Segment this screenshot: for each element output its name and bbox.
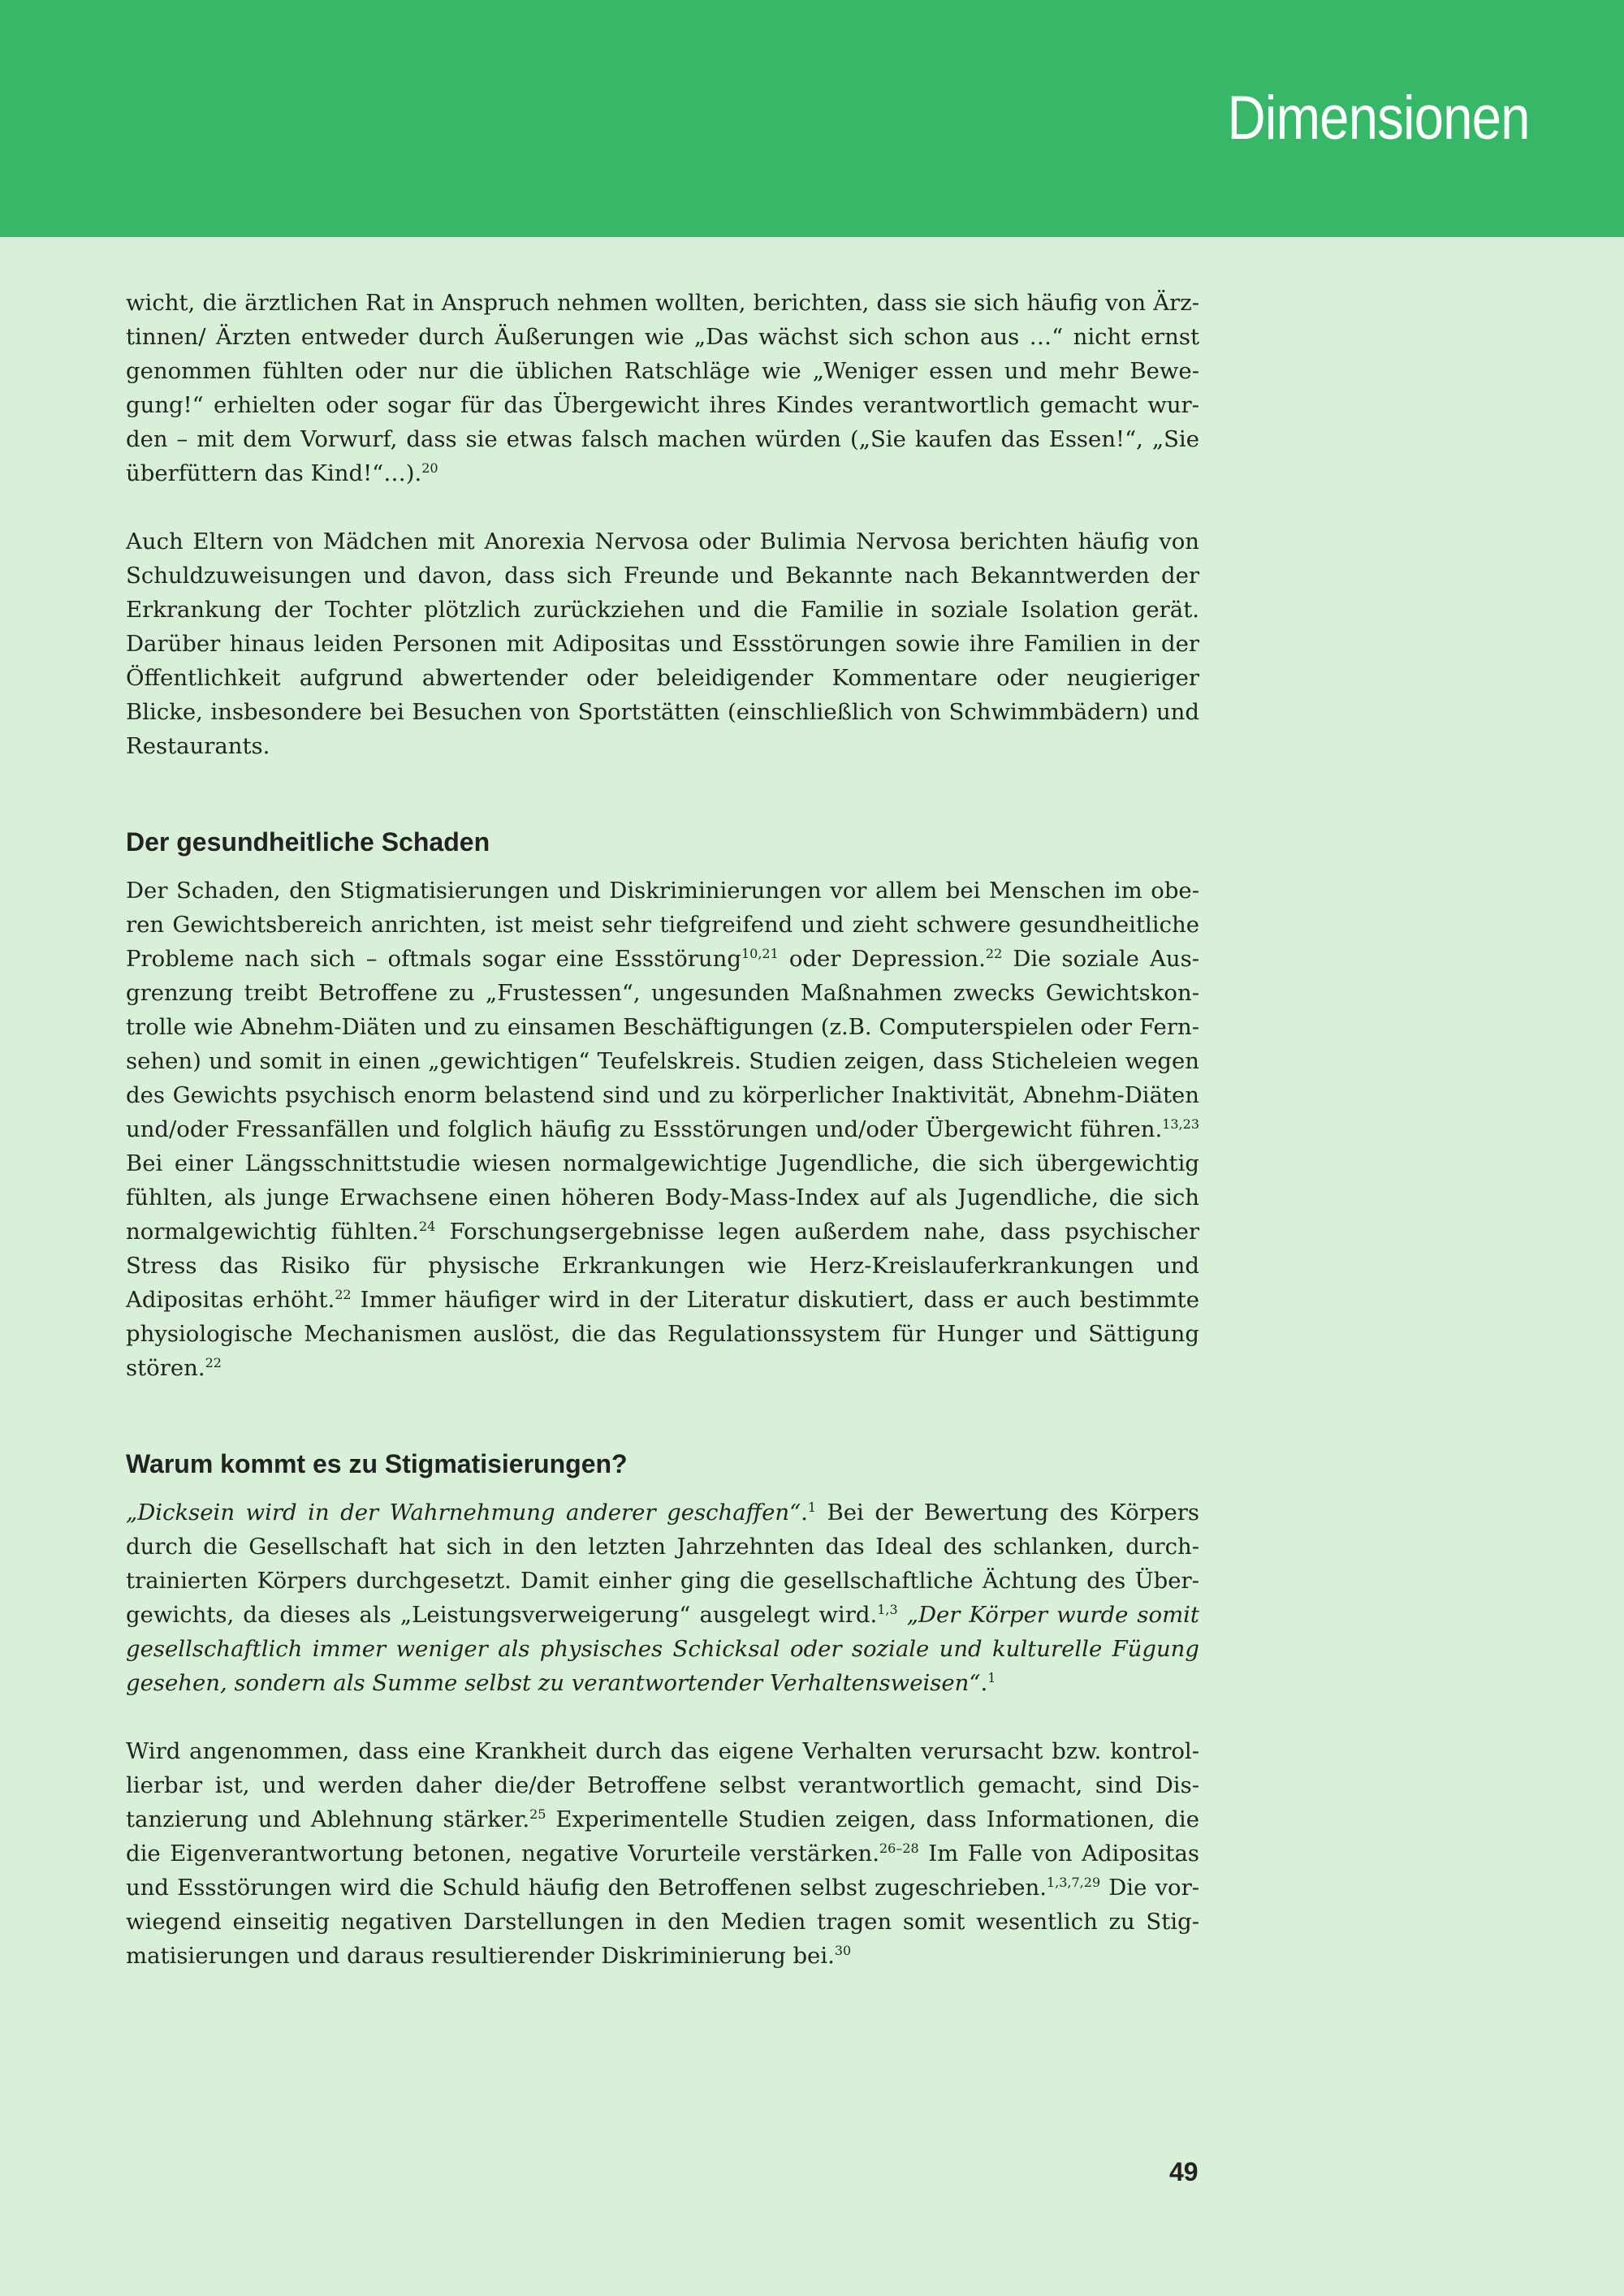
paragraph-body-ideal: [126, 1495, 1199, 1700]
reference-mark: 1,3,7,29: [1046, 1875, 1101, 1890]
reference-mark: 26–28: [879, 1841, 919, 1856]
text-run: .: [980, 1670, 988, 1696]
text-run: Die vorwiegend einseitig negativen Darstellungen in den Medien tragen somit wesentlich zu Stigmatisierungen und daraus resultierender Diskriminierung bei.: [126, 1875, 1200, 1969]
paragraph-intro: [126, 286, 1199, 490]
paragraph-health-damage: [126, 874, 1199, 1385]
section-title: Dimensionen: [1227, 84, 1530, 153]
text-run: .: [801, 1500, 808, 1526]
reference-mark: 10,21: [741, 946, 779, 961]
page-content: [126, 286, 1199, 1973]
reference-mark: 30: [834, 1943, 852, 1958]
text-run: Der Schaden, den Stigmatisierungen und Diskriminierungen vor allem bei Menschen im oberen Gewichtsbereich anrichten, ist meist sehr tiefgreifend und zieht schwere gesundheitliche Probleme nach sich – oftmals sogar eine Essstörung: [126, 878, 1199, 972]
text-run: Bei der Bewertung des Körpers durch die Gesellschaft hat sich in den letzten Jahrzehnten das Ideal des schlanken, durchtrainierten Körpers durchgesetzt. Damit einher ging die gesellschaftliche Ächtung des Übergewichts, da dieses als „Leistungsverweigerung“ ausgelegt wird.: [126, 1500, 1199, 1628]
reference-mark: 20: [421, 460, 438, 476]
paragraph-intro-text: wicht, die ärztlichen Rat in Anspruch nehmen wollten, berichten, dass sie sich häufig von Ärztinnen/ Ärzten entweder durch Äußerungen wie „Das wächst sich schon aus …“ nicht ernst genommen fühlten oder nur die üblichen Ratschläge wie „Weniger essen und mehr Bewegung!“ erhielten oder sogar für das Übergewicht ihres Kindes verantwortlich gemacht wurden – mit dem Vorwurf, dass sie etwas falsch machen würden („Sie kaufen das Essen!“, „Sie überfüttern das Kind!“…).: [126, 290, 1199, 486]
reference-mark: 24: [418, 1219, 436, 1234]
quote-run: „Dicksein wird in der Wahrnehmung anderer geschaffen“: [126, 1500, 801, 1526]
heading-health-damage: Der gesundheitliche Schaden: [126, 827, 490, 857]
header-band: [0, 0, 1624, 237]
text-run: Im Falle von Adipositas und Essstörungen wird die Schuld häufig den Betroffenen selbst zugeschrieben.: [126, 1841, 1199, 1901]
paragraph-parents: Auch Eltern von Mädchen mit Anorexia Nervosa oder Bulimia Nervosa berichten häufig von Schuldzuweisungen und davon, dass sich Freunde und Bekannte nach Bekanntwerden der Erkrankung der Tochter plötzlich zurückziehen und die Familie in soziale Isolation gerät. Darüber hinaus leiden Personen mit Adipositas und Essstörungen sowie ihre Familien in der Öffentlichkeit aufgrund abwertender oder beleidigender Kommentare oder neugieriger Blicke, insbesondere bei Besuchen von Sportstätten (einschließlich von Schwimmbädern) und Restaurants.: [126, 529, 1199, 759]
text-run: Bei einer Längsschnittstudie wiesen normalgewichtige Jugendliche, die sich übergewichtig fühlten, als junge Erwachsene einen höheren Body-Mass-Index auf als Jugendliche, die sich normalgewichtig fühlten.: [126, 1150, 1199, 1245]
reference-mark: 13,23: [1162, 1116, 1199, 1132]
reference-mark: 22: [335, 1287, 352, 1302]
reference-mark: 1,3: [877, 1602, 898, 1617]
text-run: Immer häufiger wird in der Literatur diskutiert, dass er auch bestimmte physiologische Mechanismen auslöst, die das Regulationssystem für Hunger und Sättigung stören.: [126, 1287, 1199, 1381]
paragraph-responsibility: [126, 1734, 1199, 1973]
text-run: Forschungsergebnisse legen außerdem nahe, dass psychischer Stress das Risiko für physische Erkrankungen wie Herz-Kreislauferkrankungen und Adipositas erhöht.: [126, 1219, 1200, 1313]
heading-why-stigmatization: Warum kommt es zu Stigmatisierungen?: [126, 1449, 628, 1478]
page-number: 49: [1169, 2157, 1199, 2186]
text-run: Experimentelle Studien zeigen, dass Informationen, die die Eigenverantwortung betonen, negative Vorurteile verstärken.: [126, 1806, 1199, 1867]
reference-mark: 22: [985, 946, 1003, 961]
reference-mark: 22: [205, 1355, 222, 1370]
text-run: Die soziale Ausgrenzung treibt Betroffene zu „Frustessen“, ungesunden Maßnahmen zwecks Gewichtskontrolle wie Abnehm-Diäten und zu einsamen Beschäftigungen (z.B. Computerspielen oder Fernsehen) und somit in einen „gewichtigen“ Teufelskreis. Studien zeigen, dass Sticheleien wegen des Gewichts psychisch enorm belastend sind und zu körperlicher Inaktivität, Abnehm-Diäten und/oder Fressanfällen und folglich häufig zu Essstörungen und/oder Übergewicht führen.: [126, 946, 1199, 1142]
text-run: Wird angenommen, dass eine Krankheit durch das eigene Verhalten verursacht bzw. kontrollierbar ist, und werden daher die/der Betroffene selbst verantwortlich gemacht, sind Distanzierung und Ablehnung stärker.: [126, 1738, 1199, 1832]
quote-run: „Der Körper wurde somit gesellschaftlich immer weniger als physisches Schicksal oder soziale und kulturelle Fügung gesehen, sondern als Summe selbst zu verantwortender Verhaltensweisen“: [126, 1602, 1199, 1696]
reference-mark: 25: [529, 1806, 546, 1822]
reference-mark: 1: [987, 1670, 996, 1685]
text-run: oder Depression.: [778, 946, 986, 972]
reference-mark: 1: [807, 1500, 817, 1515]
